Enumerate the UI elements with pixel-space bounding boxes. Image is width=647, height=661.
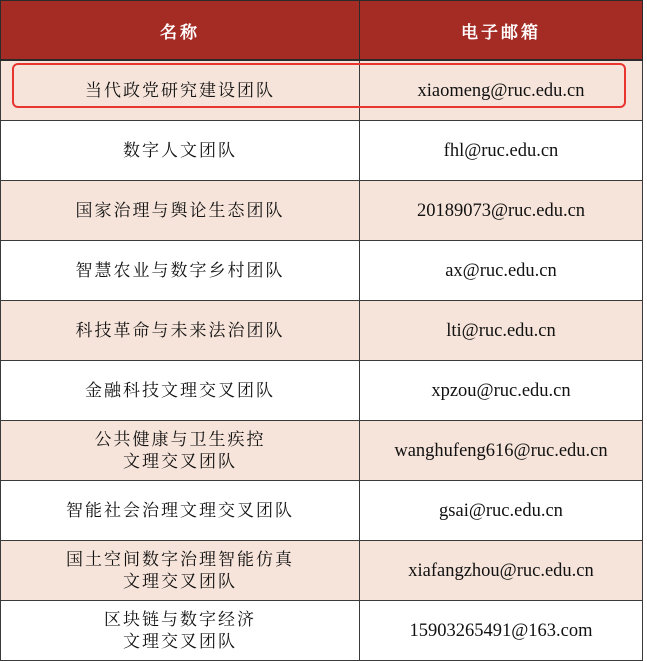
email-cell[interactable]: wanghufeng616@ruc.edu.cn bbox=[360, 421, 643, 481]
team-name-cell: 科技革命与未来法治团队 bbox=[1, 301, 360, 361]
team-name-cell: 国家治理与舆论生态团队 bbox=[1, 181, 360, 241]
header-name: 名称 bbox=[1, 1, 360, 61]
table-row bbox=[1, 181, 643, 241]
email-cell[interactable]: 15903265491@163.com bbox=[360, 601, 643, 661]
email-cell[interactable]: xiafangzhou@ruc.edu.cn bbox=[360, 541, 643, 601]
table-row bbox=[1, 301, 643, 361]
email-cell[interactable]: fhl@ruc.edu.cn bbox=[360, 121, 643, 181]
table-row bbox=[1, 481, 643, 541]
table-row bbox=[1, 241, 643, 301]
team-name-cell: 国土空间数字治理智能仿真 文理交叉团队 bbox=[1, 541, 360, 601]
team-name-cell: 公共健康与卫生疾控 文理交叉团队 bbox=[1, 421, 360, 481]
team-name-cell: 智能社会治理文理交叉团队 bbox=[1, 481, 360, 541]
team-name-cell: 金融科技文理交叉团队 bbox=[1, 361, 360, 421]
email-cell[interactable]: gsai@ruc.edu.cn bbox=[360, 481, 643, 541]
header-email: 电子邮箱 bbox=[360, 1, 643, 61]
table-row bbox=[1, 421, 643, 481]
table-header-row bbox=[1, 1, 643, 61]
email-cell[interactable]: lti@ruc.edu.cn bbox=[360, 301, 643, 361]
team-name-cell: 数字人文团队 bbox=[1, 121, 360, 181]
table-row bbox=[1, 601, 643, 661]
email-cell[interactable]: xiaomeng@ruc.edu.cn bbox=[360, 60, 643, 121]
team-name-cell: 智慧农业与数字乡村团队 bbox=[1, 241, 360, 301]
email-cell[interactable]: ax@ruc.edu.cn bbox=[360, 241, 643, 301]
table-row bbox=[1, 60, 643, 121]
table-row bbox=[1, 361, 643, 421]
table-row bbox=[1, 541, 643, 601]
email-cell[interactable]: xpzou@ruc.edu.cn bbox=[360, 361, 643, 421]
email-cell[interactable]: 20189073@ruc.edu.cn bbox=[360, 181, 643, 241]
table-body bbox=[1, 60, 643, 661]
team-name-cell: 当代政党研究建设团队 bbox=[1, 60, 360, 121]
team-name-cell: 区块链与数字经济 文理交叉团队 bbox=[1, 601, 360, 661]
table-row bbox=[1, 121, 643, 181]
